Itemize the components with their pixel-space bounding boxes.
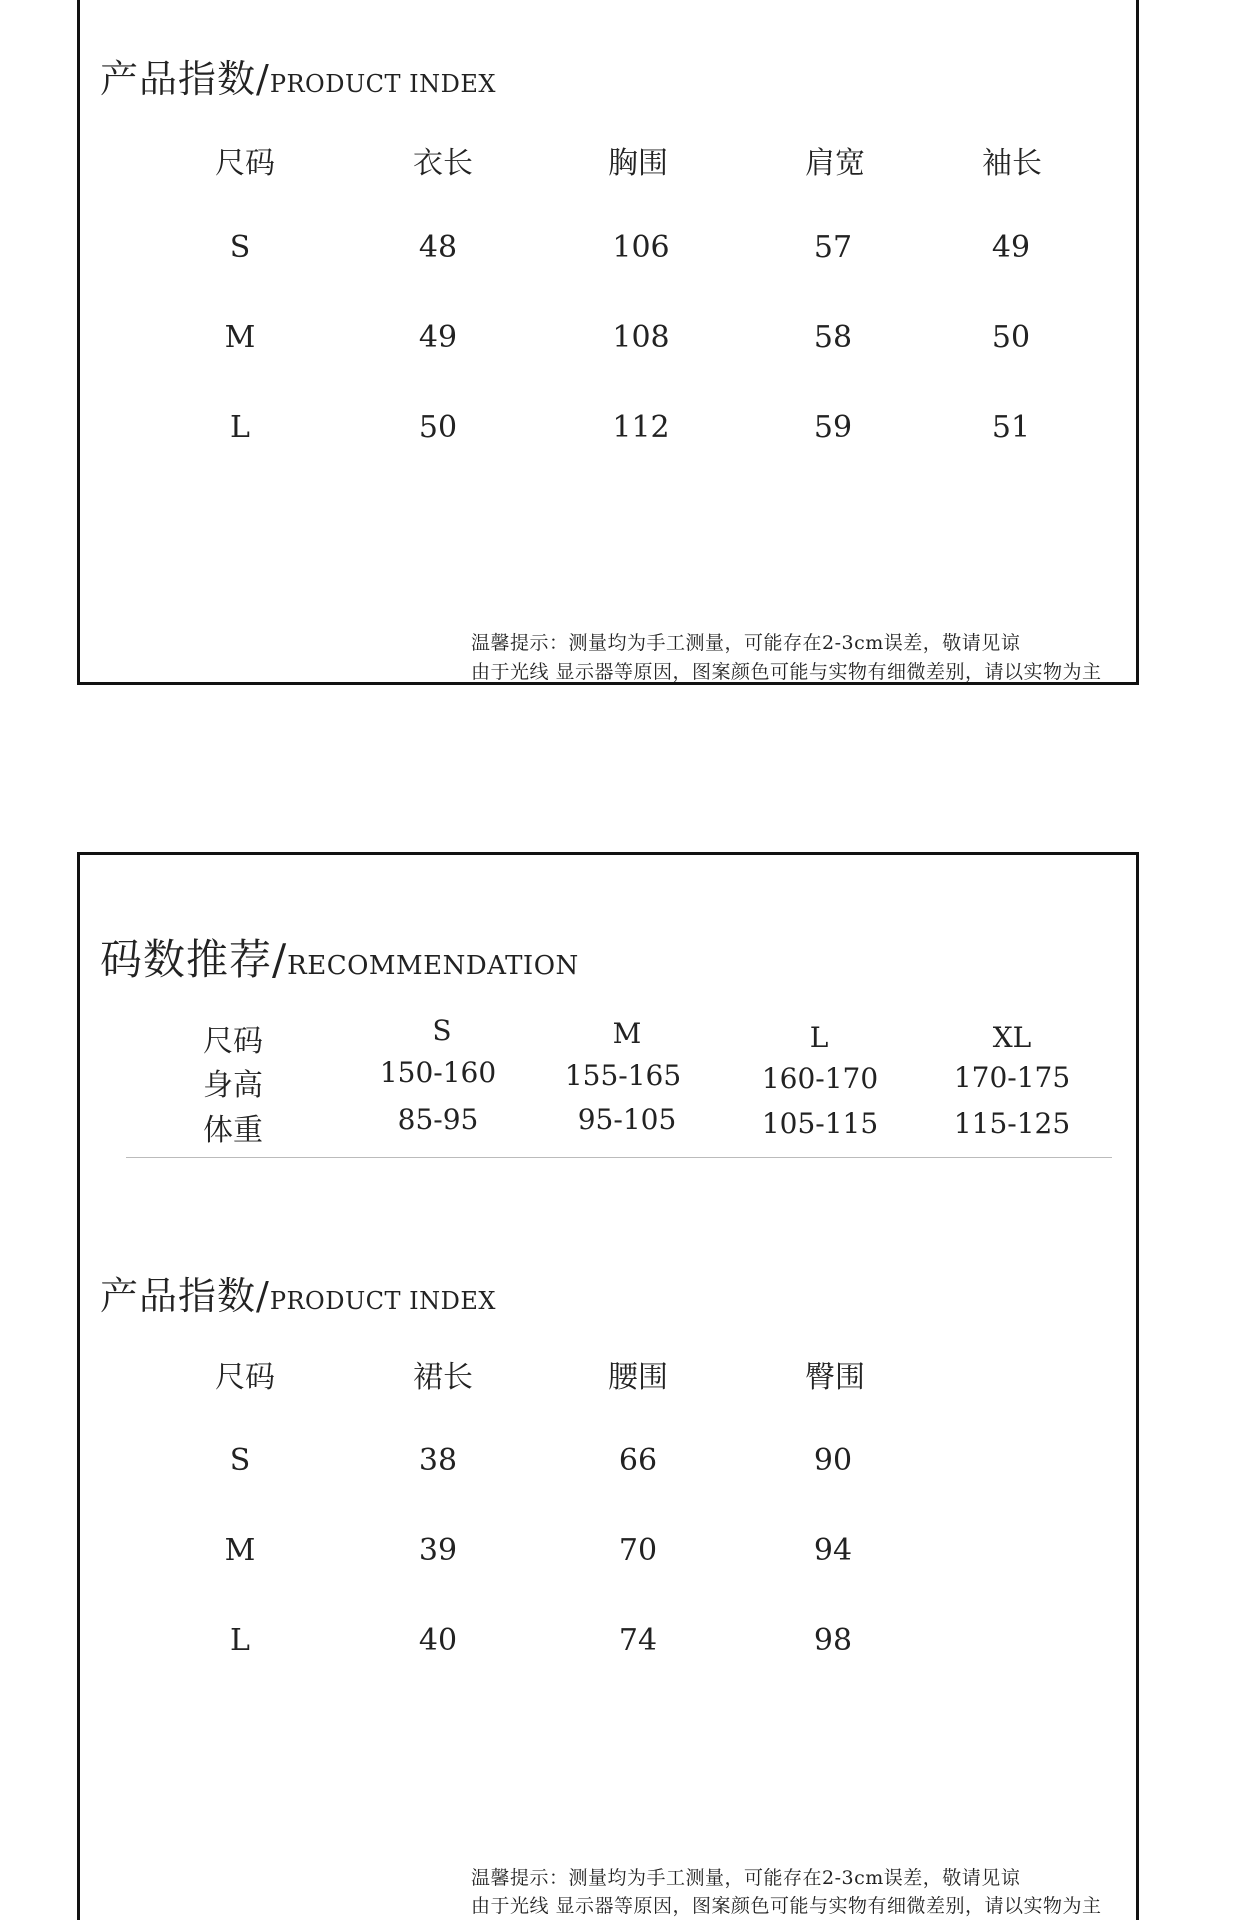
color-note: 由于光线 显示器等原因，图案颜色可能与实物有细微差别，请以实物为主 [471,661,1102,683]
table-cell: 90 [813,1443,853,1478]
title-en: RECOMMENDATION [287,951,579,981]
table-cell: L [230,1623,250,1658]
table-cell: M [224,1533,256,1568]
table-cell: S [229,230,251,265]
rec-cell: 115-125 [953,1107,1071,1140]
table-cell: 40 [418,1623,458,1658]
table-cell: 50 [991,320,1031,355]
table-cell: 112 [612,410,670,445]
table-cell: S [229,1443,251,1478]
title-en: PRODUCT INDEX [269,1287,497,1315]
table-header: 胸围 [608,146,668,181]
divider [126,1157,1112,1158]
table-cell: L [230,410,250,445]
size-panel-bottom [77,852,1139,1920]
rec-label: 尺码 [203,1024,263,1059]
table-cell: 94 [813,1533,853,1568]
table-cell: 49 [991,230,1031,265]
rec-cell: 95-105 [577,1103,677,1136]
table-cell: 39 [418,1533,458,1568]
measurement-note: 温馨提示：测量均为手工测量，可能存在2-3cm误差，敬请见谅 [471,632,1021,654]
rec-cell: 85-95 [397,1103,479,1136]
section-title [100,1265,496,1320]
rec-cell: M [612,1017,642,1050]
title-cn: 产品指数/ [100,57,270,101]
table-header: 臀围 [805,1360,865,1395]
rec-label: 身高 [203,1068,263,1103]
rec-cell: L [809,1021,829,1054]
table-header: 尺码 [215,1360,275,1395]
rec-cell: S [432,1014,452,1047]
title-en: PRODUCT INDEX [269,70,497,98]
table-cell: 106 [612,230,670,265]
section-title [100,48,496,103]
rec-label: 体重 [203,1113,263,1148]
recommendation-title [100,927,579,987]
table-cell: 108 [612,320,670,355]
table-cell: M [224,320,256,355]
table-header: 袖长 [982,146,1042,181]
table-header: 腰围 [608,1360,668,1395]
table-cell: 51 [991,410,1031,445]
table-header: 尺码 [215,146,275,181]
table-cell: 74 [618,1623,658,1658]
table-cell: 59 [813,410,853,445]
table-cell: 70 [618,1533,658,1568]
product-index-panel-top [77,0,1139,685]
table-cell: 66 [618,1443,658,1478]
table-cell: 50 [418,410,458,445]
title-cn: 产品指数/ [100,1274,270,1318]
rec-cell: 155-165 [564,1059,682,1092]
rec-cell: XL [992,1021,1032,1054]
table-cell: 98 [813,1623,853,1658]
color-note: 由于光线 显示器等原因，图案颜色可能与实物有细微差别，请以实物为主 [471,1895,1102,1917]
measurement-note: 温馨提示：测量均为手工测量，可能存在2-3cm误差，敬请见谅 [471,1867,1021,1889]
table-cell: 58 [813,320,853,355]
title-cn: 码数推荐/ [100,935,288,984]
rec-cell: 105-115 [761,1107,879,1140]
rec-cell: 160-170 [761,1062,879,1095]
table-header: 肩宽 [805,146,865,181]
table-header: 裙长 [413,1360,473,1395]
table-cell: 38 [418,1443,458,1478]
rec-cell: 170-175 [953,1061,1071,1094]
table-header: 衣长 [413,146,473,181]
table-cell: 57 [813,230,853,265]
rec-cell: 150-160 [379,1056,497,1089]
table-cell: 49 [418,320,458,355]
table-cell: 48 [418,230,458,265]
